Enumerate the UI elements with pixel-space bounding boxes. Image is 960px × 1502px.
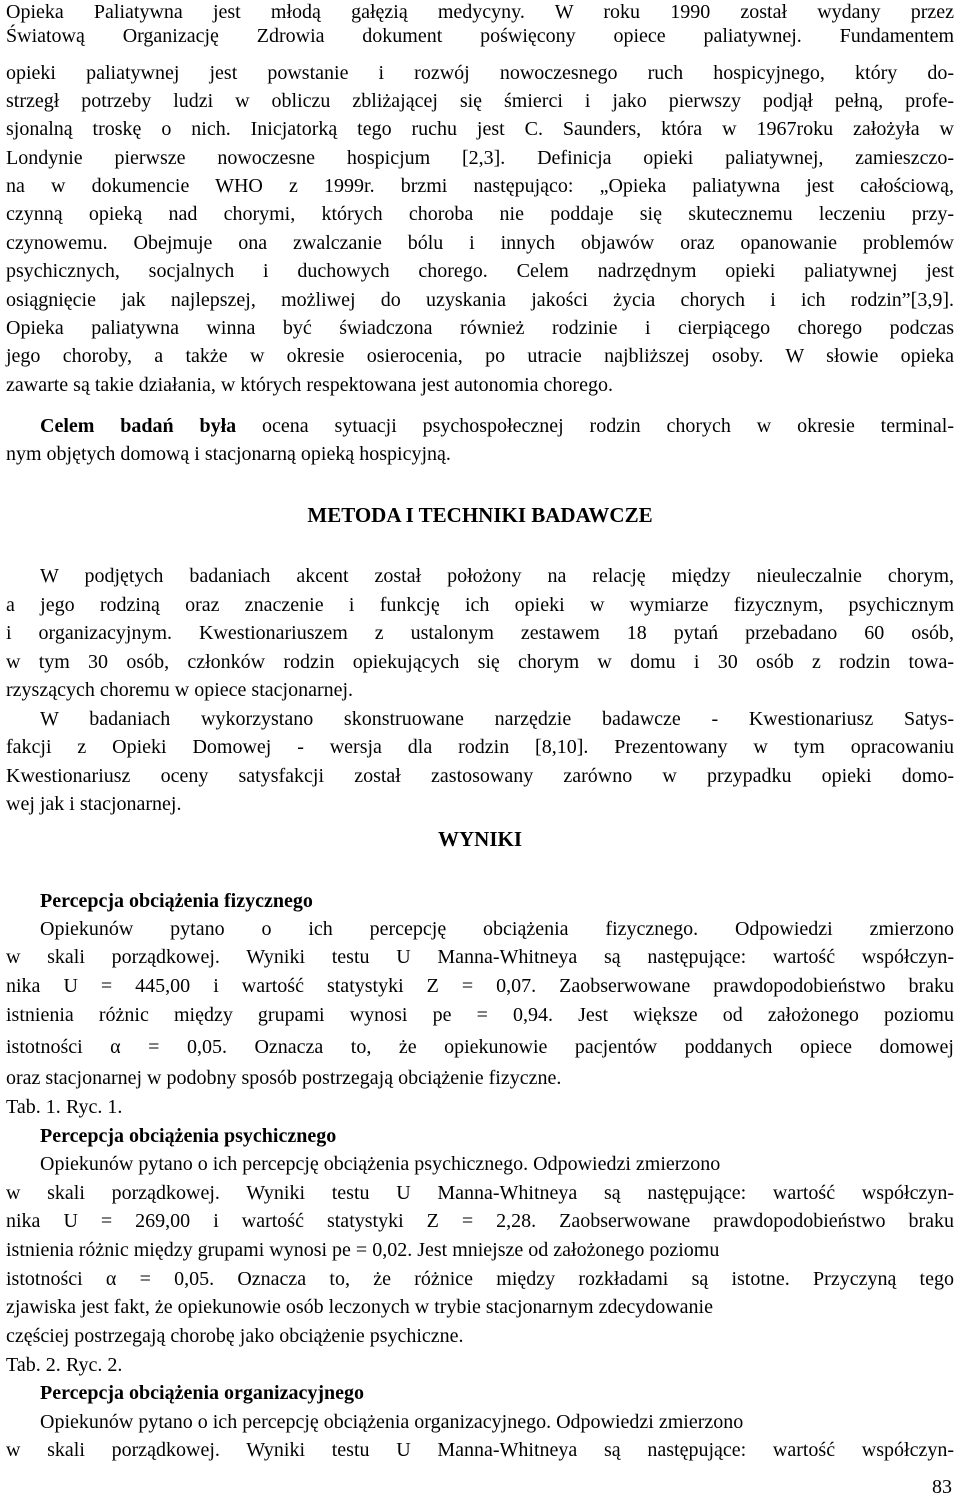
- results-line: istnienia różnic między grupami wynosi pe = 0,02. Jest mniejsze od założonego poziomu: [6, 1239, 720, 1261]
- results-line: częściej postrzegają chorobę jako obciążenie psychiczne.: [6, 1325, 464, 1347]
- intro-line: na w dokumencie WHO z 1999r. brzmi następująco: „Opieka paliatywna jest całościową,: [6, 175, 954, 197]
- intro-line: opieki paliatywnej jest powstanie i rozwój nowoczesnego ruch hospicyjnego, który do-: [6, 62, 954, 84]
- method-line: w tym 30 osób, członków rodzin opiekujących się chorym w domu i 30 osób z rodzin towa-: [6, 651, 954, 673]
- method-line: wej jak i stacjonarnej.: [6, 793, 182, 815]
- method-line: i organizacyjnym. Kwestionariuszem z ustalonym zestawem 18 pytań przebadano 60 osób,: [6, 622, 954, 644]
- intro-line: zawarte są takie działania, w których respektowana jest autonomia chorego.: [6, 374, 613, 396]
- results-line: nika U = 269,00 i wartość statystyki Z = 2,28. Zaobserwowane prawdopodobieństwo braku: [6, 1210, 954, 1232]
- figure-reference: Ryc. 1.: [66, 1096, 123, 1118]
- aim-line: [40, 414, 954, 438]
- intro-line: jego choroby, a także w okresie osierocenia, po utracie najbliższej osoby. W słowie opieka: [6, 345, 954, 367]
- results-line: istotności α = 0,05. Oznacza to, że różnice między rozkładami są istotne. Przyczyną tego: [6, 1268, 954, 1290]
- table-figure-reference: [6, 1095, 122, 1119]
- table-reference: Tab. 1.: [6, 1096, 61, 1118]
- results-line: w skali porządkowej. Wyniki testu U Manna-Whitneya są następujące: wartość współczyn-: [6, 1182, 954, 1204]
- method-line: W podjętych badaniach akcent został położony na relację między nieuleczalnie chorym,: [40, 565, 954, 587]
- method-line: W badaniach wykorzystano skonstruowane narzędzie badawcze - Kwestionariusz Satys-: [40, 708, 954, 730]
- aim-label: Celem badań była: [40, 415, 237, 437]
- aim-text: ocena sytuacji psychospołecznej rodzin chorych w okresie terminal-: [236, 415, 954, 437]
- results-line: Opiekunów pytano o ich percepcję obciążenia fizycznego. Odpowiedzi zmierzono: [40, 918, 954, 940]
- table-reference: Tab. 2.: [6, 1354, 61, 1376]
- method-line: Kwestionariusz oceny satysfakcji został zastosowany zarówno w przypadku opieki domo-: [6, 765, 954, 787]
- subheading-psychological: Percepcja obciążenia psychicznego: [40, 1125, 337, 1147]
- method-line: fakcji z Opieki Domowej - wersja dla rodzin [8,10]. Prezentowany w tym opracowaniu: [6, 736, 954, 758]
- page-number: 83: [932, 1476, 952, 1498]
- table-figure-reference: [6, 1353, 122, 1377]
- results-line: istnienia różnic między grupami wynosi pe = 0,94. Jest większe od założonego poziomu: [6, 1004, 954, 1026]
- intro-line: czynną opieką nad chorymi, których choroba nie poddaje się skutecznemu leczeniu przy-: [6, 203, 954, 225]
- intro-line: czynowemu. Obejmuje ona zwalczanie bólu i innych objawów oraz opanowanie problemów: [6, 232, 954, 254]
- results-line: nika U = 445,00 i wartość statystyki Z = 0,07. Zaobserwowane prawdopodobieństwo braku: [6, 975, 954, 997]
- intro-line: osiągnięcie jak najlepszej, możliwej do uzyskania jakości życia chorych i ich rodzin”[3,9].: [6, 289, 954, 311]
- subheading-physical: Percepcja obciążenia fizycznego: [40, 890, 313, 912]
- figure-reference: Ryc. 2.: [66, 1354, 123, 1376]
- intro-line: psychicznych, socjalnych i duchowych chorego. Celem nadrzędnym opieki paliatywnej jest: [6, 260, 954, 282]
- method-line: rzyszących choremu w opiece stacjonarnej.: [6, 679, 354, 701]
- results-line: oraz stacjonarnej w podobny sposób postrzegają obciążenie fizyczne.: [6, 1067, 562, 1089]
- intro-line: sjonalną troskę o nich. Inicjatorką tego ruchu jest C. Saunders, która w 1967roku założyła w: [6, 118, 954, 140]
- results-line: Opiekunów pytano o ich percepcję obciążenia organizacyjnego. Odpowiedzi zmierzono: [40, 1411, 744, 1433]
- results-line: w skali porządkowej. Wyniki testu U Manna-Whitneya są następujące: wartość współczyn-: [6, 1439, 954, 1461]
- results-line: Opiekunów pytano o ich percepcję obciążenia psychicznego. Odpowiedzi zmierzono: [40, 1153, 721, 1175]
- results-line: zjawiska jest fakt, że opiekunowie osób leczonych w trybie stacjonarnym zdecydowanie: [6, 1296, 713, 1318]
- method-line: a jego rodziną oraz znaczenie i funkcję ich opieki w wymiarze fizycznym, psychicznym: [6, 594, 954, 616]
- intro-line: Londynie pierwsze nowoczesne hospicjum [2,3]. Definicja opieki paliatywnej, zamieszczo-: [6, 147, 954, 169]
- subheading-organizational: Percepcja obciążenia organizacyjnego: [40, 1382, 364, 1404]
- intro-line: Opieka Paliatywna jest młodą gałęzią medycyny. W roku 1990 został wydany przez: [6, 1, 954, 23]
- section-heading-method: METODA I TECHNIKI BADAWCZE: [307, 503, 653, 527]
- aim-line: nym objętych domową i stacjonarną opieką hospicyjną.: [6, 443, 451, 465]
- intro-line: Światową Organizację Zdrowia dokument poświęcony opiece paliatywnej. Fundamentem: [6, 25, 954, 47]
- section-heading-results: WYNIKI: [437, 827, 522, 851]
- intro-line: Opieka paliatywna winna być świadczona również rodzinie i cierpiącego chorego podczas: [6, 317, 954, 339]
- results-line: w skali porządkowej. Wyniki testu U Manna-Whitneya są następujące: wartość współczyn-: [6, 946, 954, 968]
- results-line: istotności α = 0,05. Oznacza to, że opiekunowie pacjentów poddanych opiece domowej: [6, 1036, 954, 1058]
- intro-line: strzegł potrzeby ludzi w obliczu zbliżającej się śmierci i jako pierwszy podjął pełną, profe-: [6, 90, 954, 112]
